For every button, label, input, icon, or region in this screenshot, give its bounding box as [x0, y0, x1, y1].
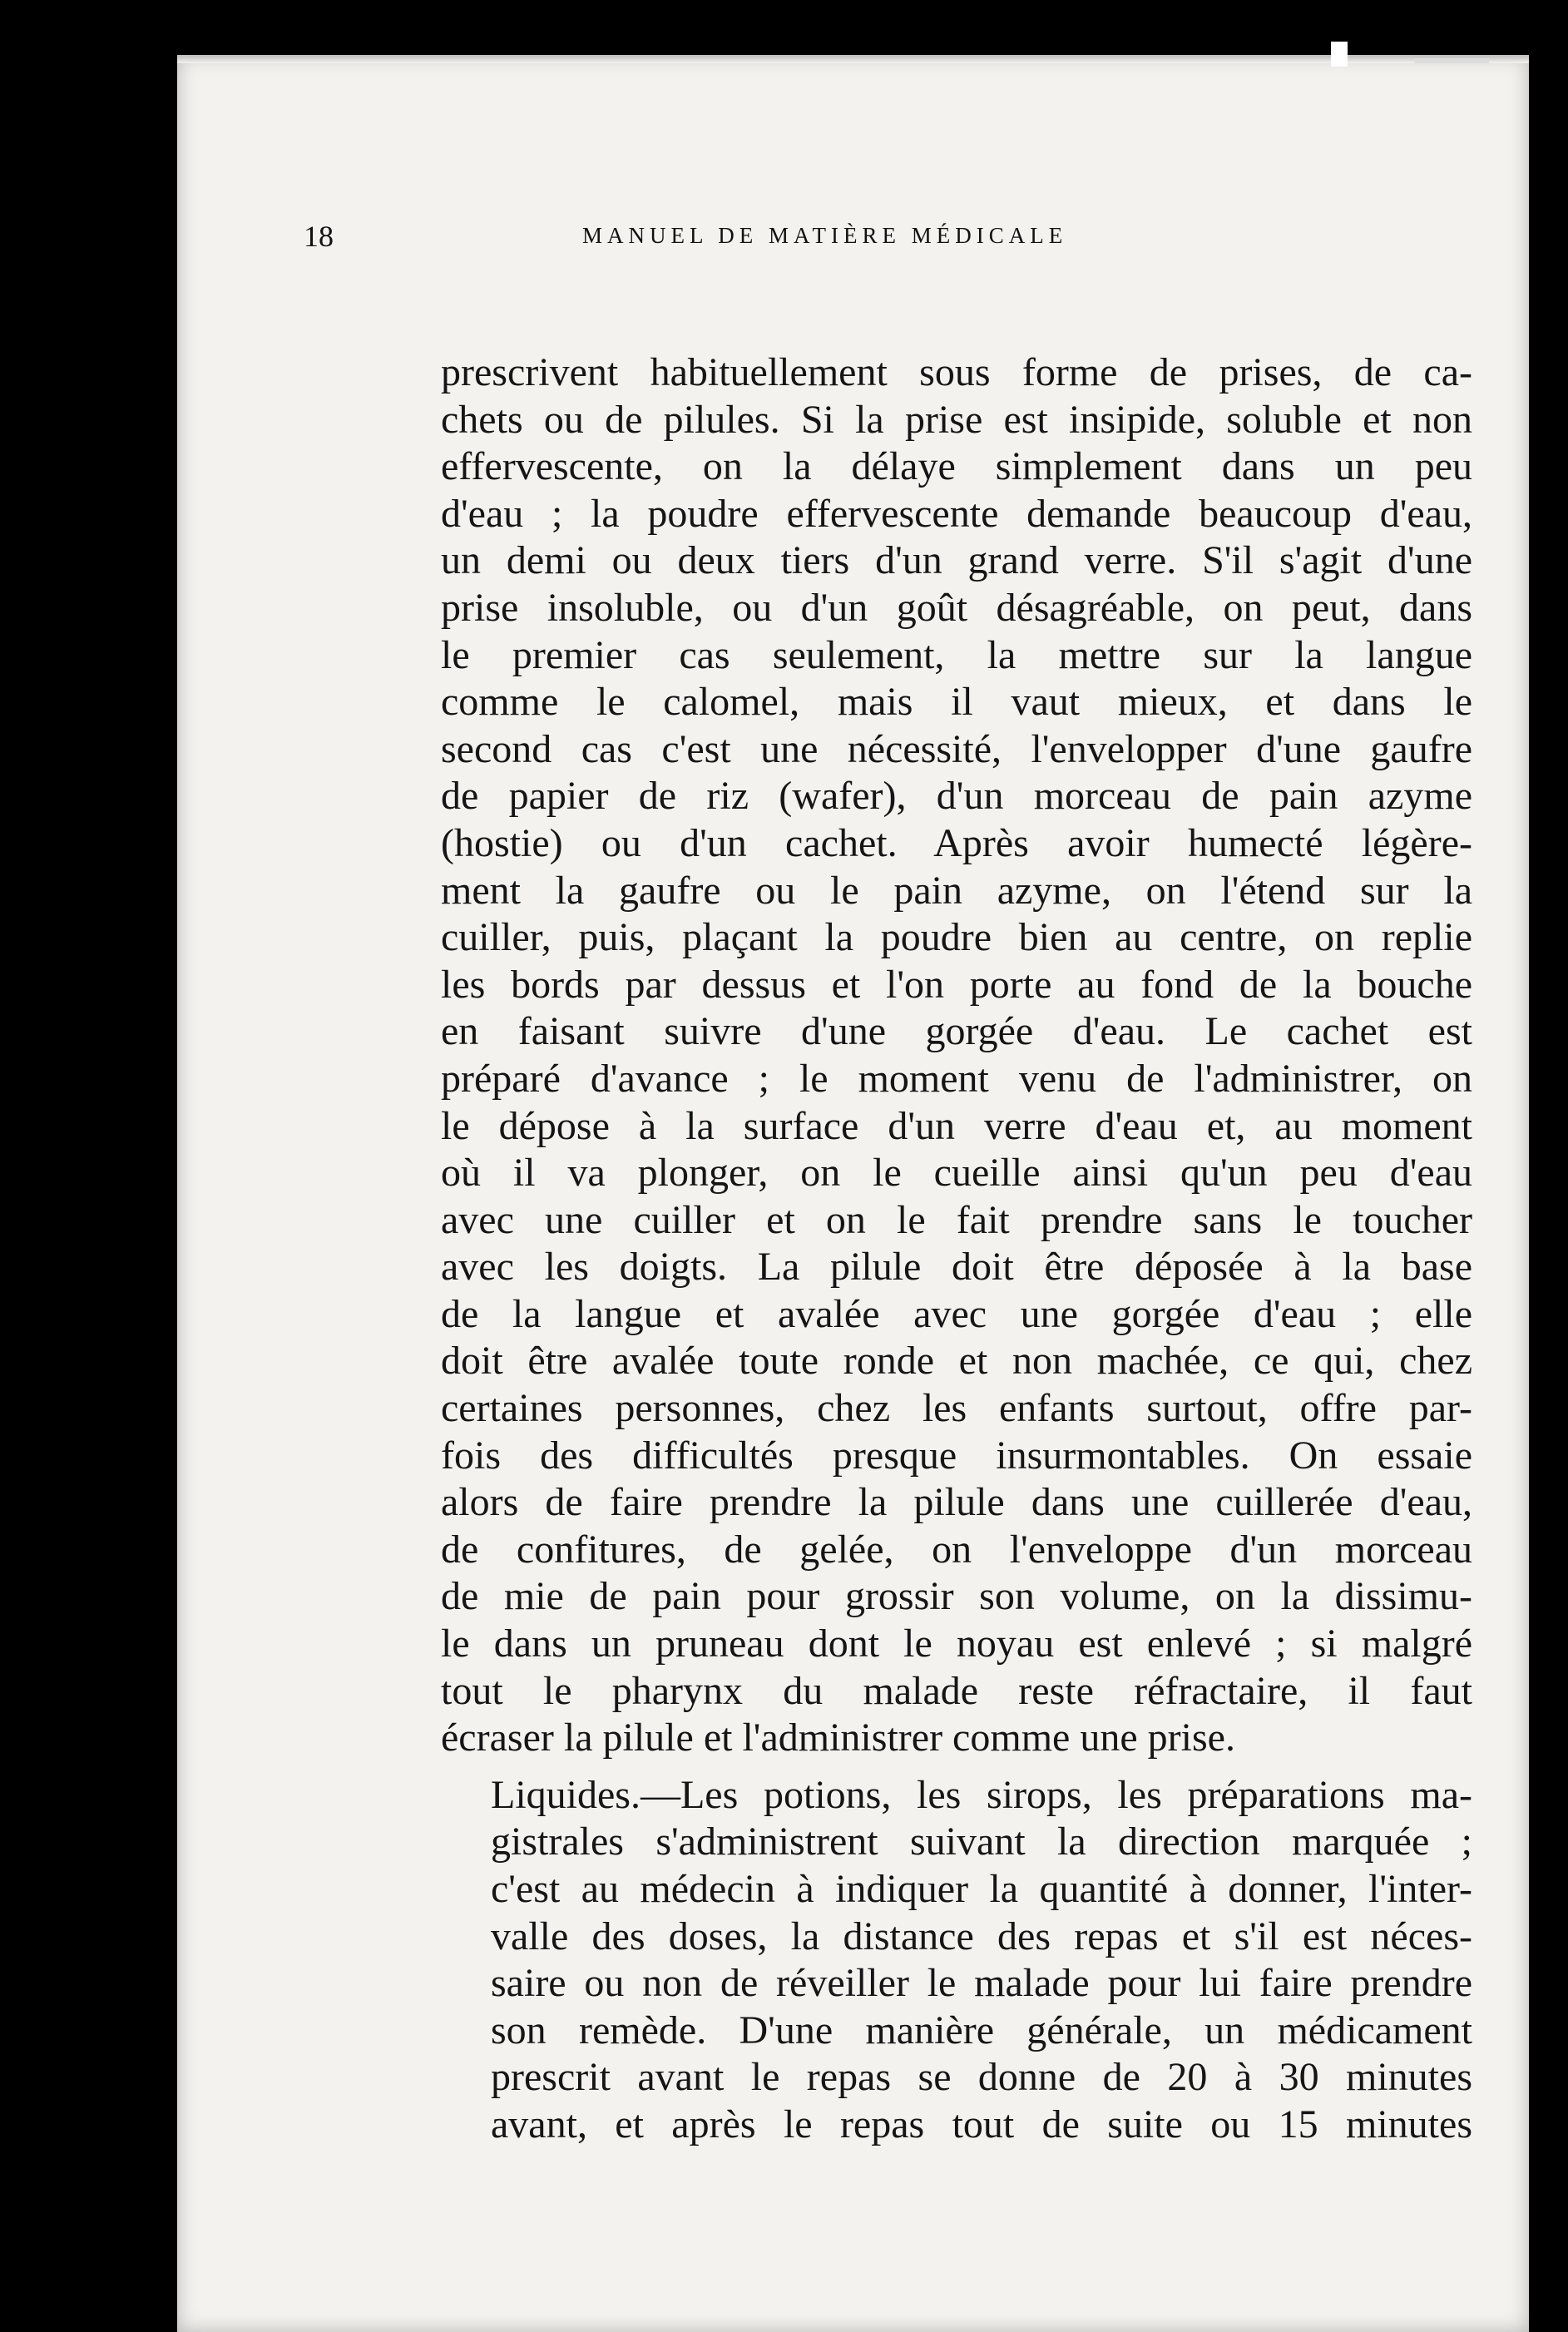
text-line: préparé d'avance ; le moment venu de l'administrer, on: [441, 1056, 1472, 1101]
text-line: cuiller, puis, plaçant la poudre bien au centre, on replie: [441, 915, 1472, 960]
paragraph-2: [441, 1772, 1472, 2149]
text-line: en faisant suivre d'une gorgée d'eau. Le cachet est: [441, 1009, 1472, 1054]
text-line: effervescente, on la délaye simplement dans un peu: [441, 444, 1472, 489]
text-line: chets ou de pilules. Si la prise est insipide, soluble et non: [441, 397, 1472, 442]
text-line: fois des difficultés presque insurmontables. On essaie: [441, 1433, 1472, 1478]
text-line: de confitures, de gelée, on l'enveloppe d'un morceau: [441, 1527, 1472, 1572]
text-line: (hostie) ou d'un cachet. Après avoir humecté légère-: [441, 820, 1472, 865]
text-line: où il va plonger, on le cueille ainsi qu'un peu d'eau: [441, 1151, 1472, 1196]
running-title: MANUEL DE MATIÈRE MÉDICALE: [582, 223, 1068, 248]
text-line: ment la gaufre ou le pain azyme, on l'étend sur la: [441, 868, 1472, 913]
paragraph-1: [441, 349, 1472, 1762]
text-line: valle des doses, la distance des repas et s'il est néces-: [491, 1914, 1472, 1958]
text-line: prescrivent habituellement sous forme de prises, de ca-: [441, 350, 1472, 394]
text-line: gistrales s'administrent suivant la direction marquée ;: [491, 1820, 1472, 1864]
text-line: de papier de riz (wafer), d'un morceau de pain azyme: [441, 774, 1472, 819]
text-line: le dépose à la surface d'un verre d'eau et, au moment: [441, 1103, 1472, 1148]
text-line: le premier cas seulement, la mettre sur la langue: [441, 632, 1472, 677]
text-line: avec les doigts. La pilule doit être déposée à la base: [441, 1245, 1472, 1290]
text-line: prescrit avant le repas se donne de 20 à 30 minutes: [491, 2055, 1472, 2100]
text-line: Liquides.—Les potions, les sirops, les préparations ma-: [491, 1772, 1472, 1817]
text-line: avec une cuiller et on le fait prendre sans le toucher: [441, 1197, 1472, 1242]
text-line: certaines personnes, chez les enfants surtout, offre par-: [441, 1386, 1472, 1431]
text-line: les bords par dessus et l'on porte au fond de la bouche: [441, 962, 1472, 1007]
text-line: d'eau ; la poudre effervescente demande beaucoup d'eau,: [441, 491, 1472, 536]
scan-artifact: [1414, 58, 1489, 63]
text-line: saire ou non de réveiller le malade pour lui faire prendre: [491, 1961, 1472, 2006]
text-line: son remède. D'une manière générale, un médicament: [491, 2008, 1472, 2052]
text-line: un demi ou deux tiers d'un grand verre. S'il s'agit d'une: [441, 538, 1472, 583]
scan-artifact: [1331, 42, 1348, 67]
text-line: c'est au médecin à indiquer la quantité à donner, l'inter-: [491, 1867, 1472, 1911]
text-line: de la langue et avalée avec une gorgée d'eau ; elle: [441, 1291, 1472, 1336]
page-number: 18: [304, 220, 334, 253]
page-top-edge: [177, 55, 1529, 63]
text-line: prise insoluble, ou d'un goût désagréable, on peut, dans: [441, 585, 1472, 630]
text-line: alors de faire prendre la pilule dans une cuillerée d'eau,: [441, 1480, 1472, 1525]
text-line: tout le pharynx du malade reste réfractaire, il faut: [441, 1668, 1472, 1713]
text-line: avant, et après le repas tout de suite ou 15 minutes: [491, 2102, 1472, 2146]
text-line: second cas c'est une nécessité, l'envelopper d'une gaufre: [441, 726, 1472, 771]
text-line: écraser la pilule et l'administrer comme une prise.: [441, 1716, 1235, 1760]
text-line: le dans un pruneau dont le noyau est enlevé ; si malgré: [441, 1622, 1472, 1666]
text-line: comme le calomel, mais il vaut mieux, et dans le: [441, 680, 1472, 725]
text-line: doit être avalée toute ronde et non machée, ce qui, chez: [441, 1339, 1472, 1384]
text-line: de mie de pain pour grossir son volume, on la dissimu-: [441, 1574, 1472, 1619]
body-text: [441, 349, 1472, 2149]
